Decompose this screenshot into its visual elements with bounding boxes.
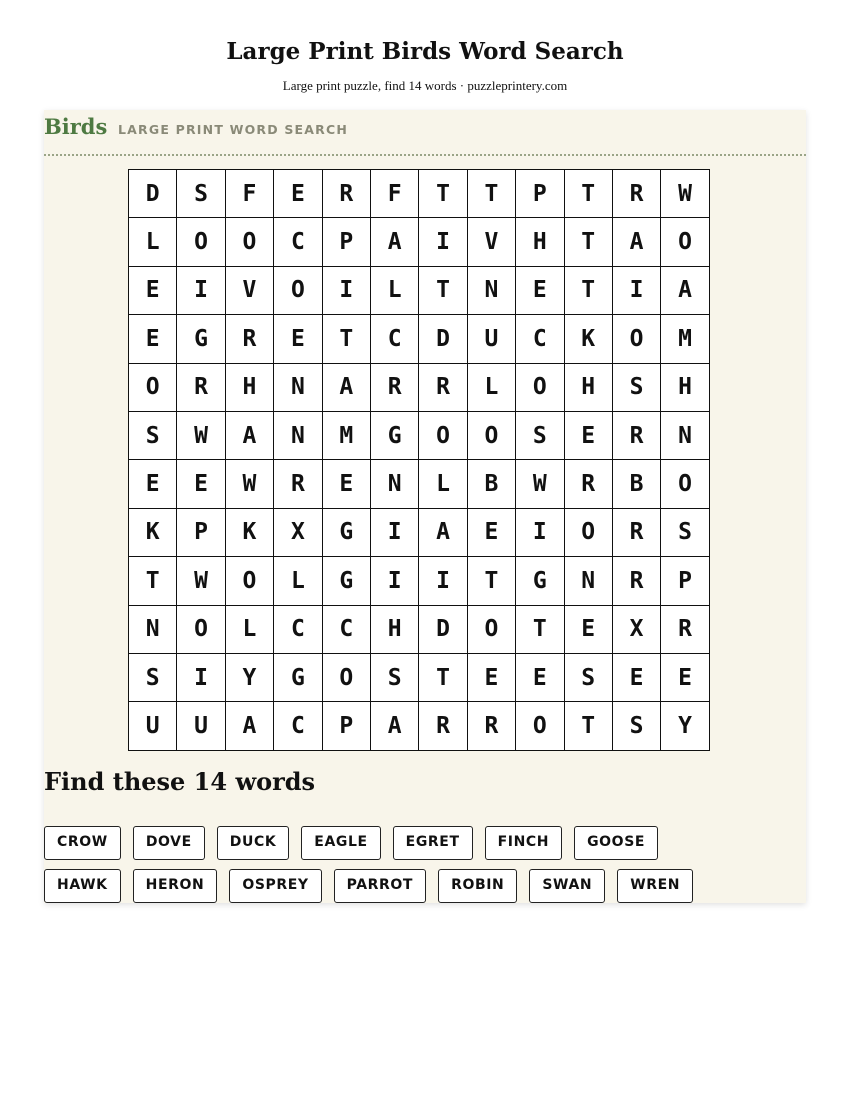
grid-cell[interactable]: Y [661, 702, 709, 750]
grid-cell[interactable]: E [612, 653, 660, 701]
grid-cell[interactable]: R [612, 411, 660, 459]
grid-cell[interactable]: E [129, 266, 177, 314]
grid-cell[interactable]: C [274, 702, 322, 750]
grid-cell[interactable]: G [370, 411, 418, 459]
grid-cell[interactable]: T [129, 557, 177, 605]
grid-cell[interactable]: C [516, 315, 564, 363]
grid-cell[interactable]: W [516, 460, 564, 508]
letter-grid [128, 169, 710, 751]
grid-cell[interactable]: N [564, 557, 612, 605]
grid-cell[interactable]: O [225, 557, 273, 605]
grid-cell[interactable]: W [177, 411, 225, 459]
grid-cell[interactable]: U [129, 702, 177, 750]
grid-cell[interactable]: S [370, 653, 418, 701]
word-item: DUCK [217, 826, 290, 860]
grid-cell[interactable]: N [467, 266, 515, 314]
grid-cell[interactable]: E [177, 460, 225, 508]
grid-row [129, 266, 710, 314]
grid-cell[interactable]: T [419, 170, 467, 218]
grid-cell[interactable]: L [370, 266, 418, 314]
grid-cell[interactable]: K [564, 315, 612, 363]
grid-cell[interactable]: G [177, 315, 225, 363]
grid-cell[interactable]: R [612, 557, 660, 605]
grid-cell[interactable]: A [419, 508, 467, 556]
grid-cell[interactable]: V [467, 218, 515, 266]
grid-cell[interactable]: L [419, 460, 467, 508]
grid-row [129, 411, 710, 459]
grid-cell[interactable]: A [322, 363, 370, 411]
grid-cell[interactable]: N [129, 605, 177, 653]
word-item: FINCH [485, 826, 562, 860]
grid-cell[interactable]: P [661, 557, 709, 605]
grid-row [129, 315, 710, 363]
grid-cell[interactable]: H [564, 363, 612, 411]
grid-cell[interactable]: O [129, 363, 177, 411]
grid-cell[interactable]: O [467, 411, 515, 459]
word-item: CROW [44, 826, 121, 860]
words-heading: Find these 14 words [44, 767, 316, 796]
grid-cell[interactable]: I [177, 653, 225, 701]
grid-cell[interactable]: R [274, 460, 322, 508]
word-item: PARROT [334, 869, 426, 903]
grid-cell[interactable]: E [564, 411, 612, 459]
word-item: ROBIN [438, 869, 517, 903]
grid-cell[interactable]: H [225, 363, 273, 411]
grid-cell[interactable]: P [177, 508, 225, 556]
grid-cell[interactable]: E [129, 460, 177, 508]
grid-cell[interactable]: L [225, 605, 273, 653]
grid-cell[interactable]: P [516, 170, 564, 218]
grid-cell[interactable]: T [467, 170, 515, 218]
word-item: OSPREY [229, 869, 321, 903]
grid-cell[interactable]: R [177, 363, 225, 411]
grid-row [129, 605, 710, 653]
grid-cell[interactable]: X [274, 508, 322, 556]
grid-row [129, 460, 710, 508]
grid-cell[interactable]: G [322, 557, 370, 605]
grid-cell[interactable]: T [419, 653, 467, 701]
grid-cell[interactable]: U [467, 315, 515, 363]
grid-cell[interactable]: T [564, 702, 612, 750]
grid-cell[interactable]: E [129, 315, 177, 363]
grid-cell[interactable]: T [564, 266, 612, 314]
grid-cell[interactable]: R [370, 363, 418, 411]
grid-cell[interactable]: O [467, 605, 515, 653]
grid-cell[interactable]: S [129, 411, 177, 459]
grid-cell[interactable]: E [467, 653, 515, 701]
grid-cell[interactable]: S [612, 363, 660, 411]
grid-cell[interactable]: D [129, 170, 177, 218]
grid-cell[interactable]: A [225, 702, 273, 750]
word-list [44, 826, 744, 903]
grid-cell[interactable]: X [612, 605, 660, 653]
grid-cell[interactable]: D [419, 315, 467, 363]
grid-cell[interactable]: H [370, 605, 418, 653]
card-title: Birds [44, 114, 108, 139]
grid-cell[interactable]: A [612, 218, 660, 266]
grid-cell[interactable]: O [177, 605, 225, 653]
grid-cell[interactable]: I [612, 266, 660, 314]
grid-cell[interactable]: H [516, 218, 564, 266]
grid-cell[interactable]: A [370, 702, 418, 750]
grid-cell[interactable]: V [225, 266, 273, 314]
grid-cell[interactable]: R [225, 315, 273, 363]
grid-cell[interactable]: O [322, 653, 370, 701]
word-item: HAWK [44, 869, 121, 903]
puzzle-card [44, 110, 806, 903]
word-item: SWAN [529, 869, 605, 903]
grid-row [129, 702, 710, 750]
grid-cell[interactable]: E [661, 653, 709, 701]
grid-row [129, 653, 710, 701]
grid-cell[interactable]: O [274, 266, 322, 314]
page-title: Large Print Birds Word Search [226, 38, 624, 65]
grid-cell[interactable]: I [516, 508, 564, 556]
grid-cell[interactable]: S [612, 702, 660, 750]
grid-cell[interactable]: N [370, 460, 418, 508]
grid-cell[interactable]: T [564, 170, 612, 218]
card-header [44, 110, 806, 156]
grid-cell[interactable]: O [661, 218, 709, 266]
word-item: HERON [133, 869, 218, 903]
grid-cell[interactable]: C [370, 315, 418, 363]
grid-cell[interactable]: E [322, 460, 370, 508]
grid-cell[interactable]: A [661, 266, 709, 314]
grid-cell[interactable]: D [419, 605, 467, 653]
grid-cell[interactable]: T [322, 315, 370, 363]
grid-cell[interactable]: W [225, 460, 273, 508]
grid-cell[interactable]: I [419, 557, 467, 605]
grid-cell[interactable]: E [274, 170, 322, 218]
grid-cell[interactable]: B [612, 460, 660, 508]
grid-cell[interactable]: G [274, 653, 322, 701]
grid-cell[interactable]: T [516, 605, 564, 653]
grid-cell[interactable]: E [516, 266, 564, 314]
grid-cell[interactable]: A [225, 411, 273, 459]
grid-cell[interactable]: F [225, 170, 273, 218]
grid-cell[interactable]: I [370, 508, 418, 556]
grid-cell[interactable]: H [661, 363, 709, 411]
grid-cell[interactable]: F [370, 170, 418, 218]
grid-cell[interactable]: C [322, 605, 370, 653]
grid-cell[interactable]: L [274, 557, 322, 605]
grid-cell[interactable]: R [612, 508, 660, 556]
grid-cell[interactable]: O [225, 218, 273, 266]
grid-cell[interactable]: A [370, 218, 418, 266]
grid-cell[interactable]: W [661, 170, 709, 218]
grid-cell[interactable]: C [274, 605, 322, 653]
grid-row [129, 557, 710, 605]
grid-cell[interactable]: P [322, 702, 370, 750]
grid-cell[interactable]: T [564, 218, 612, 266]
grid-cell[interactable]: I [419, 218, 467, 266]
grid-cell[interactable]: G [322, 508, 370, 556]
word-item: GOOSE [574, 826, 658, 860]
grid-cell[interactable]: M [661, 315, 709, 363]
grid-cell[interactable]: O [612, 315, 660, 363]
page-subtitle: Large print puzzle, find 14 words · puzzleprintery.com [282, 78, 568, 93]
grid-cell[interactable]: E [564, 605, 612, 653]
grid-row [129, 218, 710, 266]
grid-cell[interactable]: R [564, 460, 612, 508]
grid-cell[interactable]: N [274, 411, 322, 459]
grid-cell[interactable]: I [177, 266, 225, 314]
grid-cell[interactable]: S [129, 653, 177, 701]
grid-cell[interactable]: R [419, 702, 467, 750]
grid-cell[interactable]: M [322, 411, 370, 459]
grid-cell[interactable]: N [661, 411, 709, 459]
grid-row [129, 170, 710, 218]
grid-cell[interactable]: O [516, 702, 564, 750]
grid-cell[interactable]: R [419, 363, 467, 411]
grid-cell[interactable]: L [467, 363, 515, 411]
grid-cell[interactable]: T [419, 266, 467, 314]
grid-cell[interactable]: E [467, 508, 515, 556]
grid-cell[interactable]: K [129, 508, 177, 556]
grid-cell[interactable]: O [661, 460, 709, 508]
grid-cell[interactable]: I [370, 557, 418, 605]
grid-cell[interactable]: S [564, 653, 612, 701]
grid-cell[interactable]: O [419, 411, 467, 459]
grid-cell[interactable]: R [612, 170, 660, 218]
grid-cell[interactable]: R [661, 605, 709, 653]
grid-cell[interactable]: K [225, 508, 273, 556]
grid-cell[interactable]: S [177, 170, 225, 218]
grid-cell[interactable]: O [177, 218, 225, 266]
grid-cell[interactable]: E [516, 653, 564, 701]
grid-cell[interactable]: N [274, 363, 322, 411]
grid-cell[interactable]: Y [225, 653, 273, 701]
grid-cell[interactable]: C [274, 218, 322, 266]
grid-cell[interactable]: G [516, 557, 564, 605]
word-item: EAGLE [301, 826, 380, 860]
card-tag: LARGE PRINT WORD SEARCH [118, 122, 349, 137]
word-item: DOVE [133, 826, 205, 860]
grid-row [129, 363, 710, 411]
grid-cell[interactable]: W [177, 557, 225, 605]
grid-cell[interactable]: S [516, 411, 564, 459]
grid-cell[interactable]: B [467, 460, 515, 508]
grid-cell[interactable]: S [661, 508, 709, 556]
grid-cell[interactable]: P [322, 218, 370, 266]
grid-cell[interactable]: L [129, 218, 177, 266]
word-item: WREN [617, 869, 693, 903]
word-item: EGRET [393, 826, 473, 860]
grid-cell[interactable]: E [274, 315, 322, 363]
grid-cell[interactable]: U [177, 702, 225, 750]
grid-cell[interactable]: O [516, 363, 564, 411]
grid-cell[interactable]: T [467, 557, 515, 605]
grid-cell[interactable]: I [322, 266, 370, 314]
grid-cell[interactable]: R [322, 170, 370, 218]
grid-cell[interactable]: R [467, 702, 515, 750]
grid-cell[interactable]: O [564, 508, 612, 556]
grid-row [129, 508, 710, 556]
